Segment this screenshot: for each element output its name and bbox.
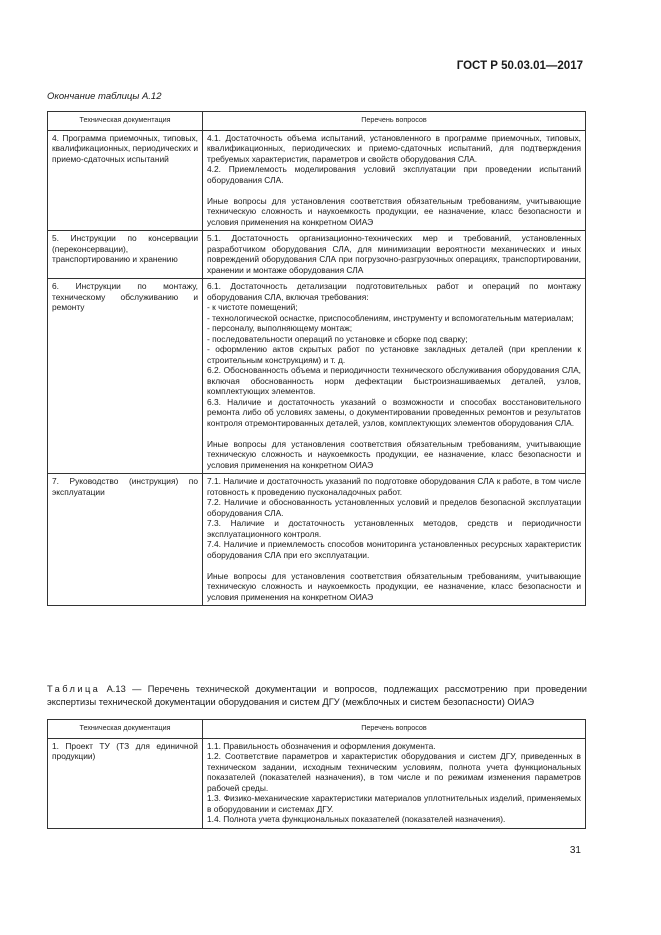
table-a13 [47,719,586,829]
questions-cell [203,279,586,474]
question-item: 1.3. Физико-механические характеристики материалов уплотнительных изделий, применяемых в оборудовании и системах ДГУ. [207,793,581,814]
question-item: 1.2. Соответствие параметров и характеристик оборудования и систем ДГУ, приведенных в техническом задании, исходным техническим условиям, полнота учета функциональных показателей (показателей назначения), в том числе и по режимам изменения параметров рабочей среды. [207,751,581,793]
standard-number: ГОСТ Р 50.03.01—2017 [456,60,583,72]
question-item: - последовательности операций по установке и сборке под сварку; [207,333,468,344]
question-item: 4.1. Достаточность объема испытаний, установленного в программе приемочных, типовых, квалификационных, периодических и приемо-сдаточных испытаний, для подтверждения требуемых характеристик, параметров и свойств оборудования СЛА. [207,132,581,164]
questions-cell [203,231,586,279]
table-a13-caption-text: А.13 — Перечень технической документации и вопросов, подлежащих рассмотрению при проведении экспертизы технической документации оборудования и систем ДГУ (межблочных и систем безопасности) ОИАЭ [47,684,587,707]
table-a12-caption: Окончание таблицы А.12 [47,91,162,102]
table-row [48,279,586,474]
question-item: 5.1. Достаточность организационно-технических мер и требований, установленных разработчиком оборудования СЛА, для минимизации вероятности механических и иных повреждений оборудования СЛА при погрузочно-разгрузочных операциях, транспортировании, хранении и монтаже оборудования СЛА [207,233,581,275]
table-a13-caption [47,683,587,709]
question-item: - персоналу, выполняющему монтаж; [207,323,353,333]
question-item: 7.2. Наличие и обоснованность установленных условий и пределов безопасной эксплуатации оборудования СЛА. [207,497,581,518]
documentation-cell: 6. Инструкции по монтажу, техническому обслуживанию и ремонту [48,279,203,474]
questions-cell [203,130,586,231]
column-header-questions: Перечень вопросов [203,720,586,739]
column-header-documentation: Техническая документация [48,720,203,739]
table-a13-caption-label: Таблица [47,684,101,694]
table-row [48,130,586,231]
documentation-cell: 7. Руководство (инструкция) по эксплуатации [48,474,203,606]
table-row [48,231,586,279]
question-item: 1.4. Полнота учета функциональных показателей (показателей назначения). [207,814,506,824]
question-item: - оформлению актов скрытых работ по установке закладных деталей (при креплении к строительным конструкциям) и т. д. [207,344,581,365]
questions-cell [203,738,586,828]
column-header-questions: Перечень вопросов [203,112,586,131]
table-a12 [47,111,586,606]
question-item: 7.3. Наличие и достаточность установленных методов, средств и периодичности эксплуатационного контроля. [207,518,581,539]
page-number: 31 [569,845,581,856]
question-item: 6.2. Обоснованность объема и периодичности технического обслуживания оборудования СЛА, включая обоснованность норм дефектации быстроизнашиваемых деталей, узлов, комплектующих элементов. [207,365,581,396]
question-item: - к чистоте помещений; [207,302,298,312]
question-item: - технологической оснастке, приспособлениям, инструменту и вспомогательным материалам; [207,312,574,323]
question-item: 4.2. Приемлемость моделирования условий эксплуатации при проведении испытаний оборудования СЛА. [207,164,581,185]
documentation-cell: 4. Программа приемочных, типовых, квалификационных, периодических и приемо-сдаточных испытаний [48,130,203,231]
table-row [48,738,586,828]
column-header-documentation: Техническая документация [48,112,203,131]
question-note: Иные вопросы для установления соответствия обязательным требованиям, учитывающие техническую сложность и наукоемкость продукции, ее назначение, класс безопасности и условия применения на конкретном ОИАЭ [207,195,581,227]
question-item: 6.1. Достаточность детализации подготовительных работ и операций по монтажу оборудования СЛА, включая требования: [207,281,581,302]
question-item: 6.3. Наличие и достаточность указаний о возможности и способах восстановительного ремонта либо об условиях замены, о документировании проведенных ремонтов и результатов контроля отремонтированных деталей, узлов, комплектующих элементов оборудования СЛА. [207,396,581,428]
questions-cell [203,474,586,606]
question-note: Иные вопросы для установления соответствия обязательным требованиям, учитывающие техническую сложность и наукоемкость продукции, ее назначение, класс безопасности и условия применения на конкретном ОИАЭ [207,570,581,602]
table-row [48,474,586,606]
question-note: Иные вопросы для установления соответствия обязательным требованиям, учитывающие техническую сложность и наукоемкость продукции, ее назначение, класс безопасности и условия применения на конкретном ОИАЭ [207,438,581,470]
documentation-cell: 5. Инструкции по консервации (переконсервации), транспортированию и хранению [48,231,203,279]
documentation-cell: 1. Проект ТУ (ТЗ для единичной продукции) [48,738,203,828]
question-item: 1.1. Правильность обозначения и оформления документа. [207,740,436,751]
question-item: 7.4. Наличие и приемлемость способов мониторинга установленных ресурсных характеристик оборудования СЛА при его эксплуатации. [207,539,581,560]
question-item: 7.1. Наличие и достаточность указаний по подготовке оборудования СЛА к работе, в том числе готовность к проведению пусконаладочных работ. [207,476,581,497]
